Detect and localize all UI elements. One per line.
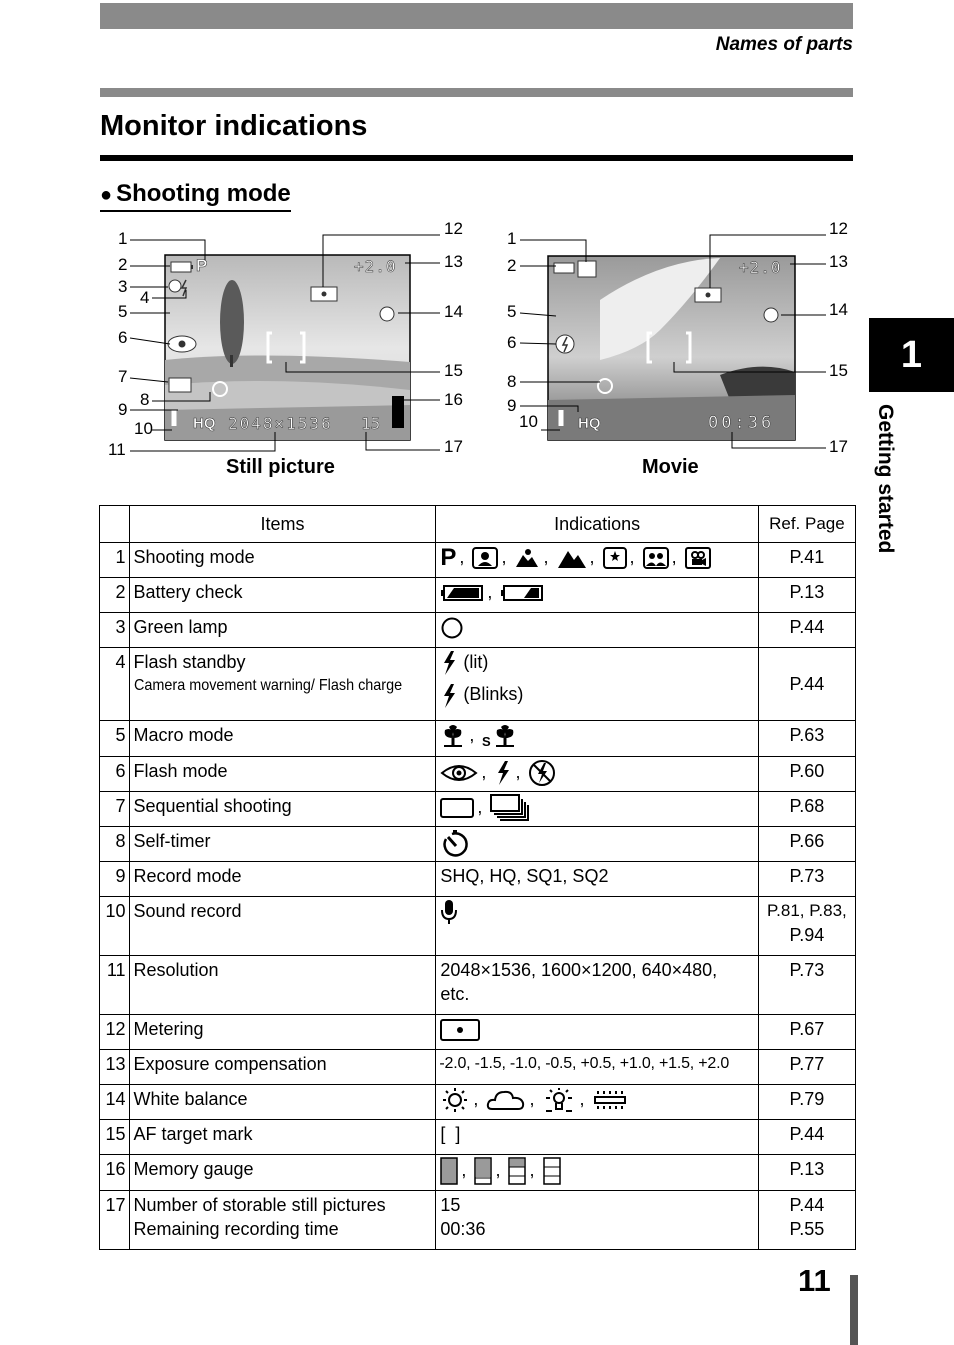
row-item: Resolution (129, 956, 436, 1015)
row-indications (436, 897, 758, 956)
row-number: 13 (100, 1050, 130, 1085)
row-number: 11 (100, 956, 130, 1015)
row-number: 2 (100, 578, 130, 613)
row-indications (436, 827, 758, 862)
table-row (100, 897, 856, 956)
still-mode-indicator: P (196, 256, 208, 275)
row-number: 12 (100, 1015, 130, 1050)
row-item: Shooting mode (129, 543, 436, 578)
callout-3: 3 (118, 277, 128, 296)
flash-blinks-line (440, 682, 753, 708)
row-item: Sound record (129, 897, 436, 956)
row-ref: P.79 (758, 1085, 855, 1120)
bullet-icon: ● (100, 184, 113, 206)
row-indications (436, 613, 758, 648)
movie-exposure-value: +2.0 (739, 258, 782, 277)
fill-flash-icon (494, 760, 512, 786)
page-number-bar (850, 1275, 858, 1345)
table-row (100, 613, 856, 648)
row-number: 6 (100, 757, 130, 792)
row-indications (436, 1191, 758, 1250)
macro-icon (440, 724, 466, 748)
row-item: Exposure compensation (129, 1050, 436, 1085)
row-number: 16 (100, 1155, 130, 1191)
movie-callout-8: 8 (507, 372, 517, 391)
chapter-label: Getting started (874, 404, 897, 554)
callout-17: 17 (444, 437, 463, 456)
section-heading-text: Shooting mode (116, 180, 291, 207)
row-number: 3 (100, 613, 130, 648)
row-ref: P.13 (758, 578, 855, 613)
row-ref: P.73 (758, 956, 855, 1015)
callout-16: 16 (444, 390, 463, 409)
row-indications: , , , (436, 1085, 758, 1120)
row-indications: , S (436, 721, 758, 757)
table-row (100, 827, 856, 862)
movie-callout-10: 10 (519, 412, 538, 431)
row-ref: P.44 (758, 613, 855, 648)
movie-callout-1: 1 (507, 229, 517, 248)
row-number: 8 (100, 827, 130, 862)
row-ref: P.44 (758, 1120, 855, 1155)
row-item: Battery check (129, 578, 436, 613)
tungsten-icon (542, 1087, 576, 1113)
still-count: 15 (361, 414, 381, 433)
table-row (100, 1120, 856, 1155)
resolution-line2: etc. (440, 984, 470, 1004)
callout-7: 7 (118, 367, 128, 386)
row-number: 9 (100, 862, 130, 897)
row-ref: P.13 (758, 1155, 855, 1191)
sunny-icon (440, 1087, 470, 1113)
header-number (100, 506, 130, 543)
movie-time: 00:36 (708, 413, 775, 433)
cloudy-icon (486, 1088, 526, 1112)
still-resolution: 2048×1536 (228, 414, 333, 433)
movie-callout-9: 9 (507, 396, 517, 415)
chapter-tab: 1 (869, 318, 954, 392)
memory-half-icon (508, 1157, 526, 1185)
callout-1: 1 (118, 229, 128, 248)
row-number: 17 (100, 1191, 130, 1250)
row-indications (436, 956, 758, 1015)
movie-callout-12: 12 (829, 219, 848, 238)
callout-2: 2 (118, 255, 128, 274)
table-header-row (100, 506, 856, 543)
table-row (100, 648, 856, 721)
row-number: 15 (100, 1120, 130, 1155)
landscape-portrait-icon (514, 547, 540, 569)
self-timer-icon (440, 829, 470, 859)
row-ref (758, 1191, 855, 1250)
row-item (129, 648, 436, 721)
row-item-line2: Camera movement warning/ Flash charge (133, 677, 402, 694)
green-lamp-icon (440, 616, 464, 640)
row-indications: -2.0, -1.5, -1.0, -0.5, +0.5, +1.0, +1.5, +2.0 (436, 1050, 758, 1085)
row-item-line1: Flash standby (133, 652, 246, 672)
row-item: Macro mode (129, 721, 436, 757)
still-quality: HQ (193, 415, 216, 432)
row-ref-line2: P.55 (789, 1219, 825, 1239)
row-ref: P.77 (758, 1050, 855, 1085)
row-item-line2: Remaining recording time (133, 1219, 339, 1239)
row-indications: [ ] (436, 1120, 758, 1155)
row-ref: P.66 (758, 827, 855, 862)
row-indications: , (436, 792, 758, 827)
memory-3q-icon (474, 1157, 492, 1185)
callout-12: 12 (444, 219, 463, 238)
header-ref: Ref. Page (758, 506, 855, 543)
movie-callout-6: 6 (507, 333, 517, 352)
callout-10: 10 (134, 419, 153, 438)
night-scene-icon (603, 547, 627, 569)
row-ref: P.63 (758, 721, 855, 757)
row-ref: P.44 (758, 648, 855, 721)
table-row (100, 956, 856, 1015)
title-top-bar (100, 88, 853, 97)
indications-table (99, 505, 856, 1250)
row-ref-line1: P.81, P.83, (767, 901, 847, 920)
fluorescent-icon (593, 1089, 627, 1111)
page-number: 11 (798, 1263, 831, 1298)
self-portrait-icon (643, 547, 669, 569)
memory-full-icon (440, 1157, 458, 1185)
header-items: Items (129, 506, 436, 543)
row-indications (436, 648, 758, 721)
table-row (100, 757, 856, 792)
row-number: 4 (100, 648, 130, 721)
storable-count: 15 (440, 1195, 461, 1215)
row-item: Record mode (129, 862, 436, 897)
table-row (100, 1155, 856, 1191)
row-indications: P , , , , , , (436, 543, 758, 578)
flash-blinks-label: (Blinks) (463, 684, 524, 705)
red-eye-icon (440, 762, 478, 784)
microphone-icon (440, 899, 458, 925)
flash-lit-line (440, 650, 753, 676)
row-item: White balance (129, 1085, 436, 1120)
row-indications (436, 1015, 758, 1050)
row-indications: SHQ, HQ, SQ1, SQ2 (436, 862, 758, 897)
row-indications: , , (436, 757, 758, 792)
flash-icon (440, 650, 458, 676)
row-item: Self-timer (129, 827, 436, 862)
battery-full-icon (440, 583, 484, 603)
movie-callout-5: 5 (507, 302, 517, 321)
table-row (100, 578, 856, 613)
title-rule (100, 155, 853, 161)
callout-4: 4 (140, 288, 150, 307)
row-ref: P.41 (758, 543, 855, 578)
super-macro-icon (482, 724, 518, 748)
row-number: 1 (100, 543, 130, 578)
row-item: Sequential shooting (129, 792, 436, 827)
row-item: Flash mode (129, 757, 436, 792)
movie-icon (685, 547, 711, 569)
spot-metering-icon (440, 1019, 480, 1041)
callout-5: 5 (118, 302, 128, 321)
row-item: Metering (129, 1015, 436, 1050)
battery-low-icon (500, 583, 544, 603)
movie-callout-15: 15 (829, 361, 848, 380)
portrait-scene-icon (472, 547, 498, 569)
callout-11: 11 (108, 440, 126, 459)
svg-text:S: S (482, 734, 492, 749)
row-item: Green lamp (129, 613, 436, 648)
row-ref (758, 897, 855, 956)
row-item: Memory gauge (129, 1155, 436, 1191)
table-row (100, 862, 856, 897)
sequential-icon (490, 794, 530, 822)
row-item: AF target mark (129, 1120, 436, 1155)
row-number: 14 (100, 1085, 130, 1120)
single-frame-icon (440, 797, 474, 819)
row-ref-line1: P.44 (789, 1195, 825, 1215)
row-ref: P.73 (758, 862, 855, 897)
row-number: 10 (100, 897, 130, 956)
table-row (100, 1085, 856, 1120)
table-row (100, 792, 856, 827)
callout-8: 8 (140, 390, 150, 409)
section-heading (100, 180, 291, 212)
remaining-time: 00:36 (440, 1219, 486, 1239)
still-picture-caption: Still picture (226, 456, 335, 478)
movie-callout-14: 14 (829, 300, 848, 319)
movie-quality: HQ (578, 415, 601, 432)
table-row (100, 1191, 856, 1250)
callout-14: 14 (444, 302, 463, 321)
movie-caption: Movie (642, 456, 699, 478)
row-indications: , (436, 578, 758, 613)
callout-13: 13 (444, 252, 463, 271)
running-head: Names of parts (715, 34, 853, 55)
row-number: 7 (100, 792, 130, 827)
row-indications: , , , (436, 1155, 758, 1191)
callout-9: 9 (118, 400, 128, 419)
top-header-bar (100, 3, 853, 29)
memory-empty-icon (543, 1157, 561, 1185)
program-P-icon: P (440, 544, 457, 572)
page-title: Monitor indications (100, 110, 368, 142)
table-row (100, 721, 856, 757)
still-exposure-value: +2.0 (354, 257, 397, 276)
callout-6: 6 (118, 328, 128, 347)
flash-off-icon (528, 759, 556, 787)
movie-callout-2: 2 (507, 256, 517, 275)
landscape-icon (557, 547, 587, 569)
resolution-line1: 2048×1536, 1600×1200, 640×480, (440, 960, 718, 980)
row-ref: P.68 (758, 792, 855, 827)
movie-callout-13: 13 (829, 252, 848, 271)
table-row (100, 1015, 856, 1050)
row-ref-line2: P.94 (789, 925, 825, 945)
flash-icon (440, 683, 458, 709)
row-item-line1: Number of storable still pictures (133, 1195, 386, 1215)
flash-lit-label: (lit) (463, 652, 489, 672)
row-ref: P.67 (758, 1015, 855, 1050)
row-number: 5 (100, 721, 130, 757)
table-row (100, 1050, 856, 1085)
row-item (129, 1191, 436, 1250)
row-ref: P.60 (758, 757, 855, 792)
callout-15: 15 (444, 361, 463, 380)
table-row (100, 543, 856, 578)
movie-callout-17: 17 (829, 437, 848, 456)
header-indications: Indications (436, 506, 758, 543)
